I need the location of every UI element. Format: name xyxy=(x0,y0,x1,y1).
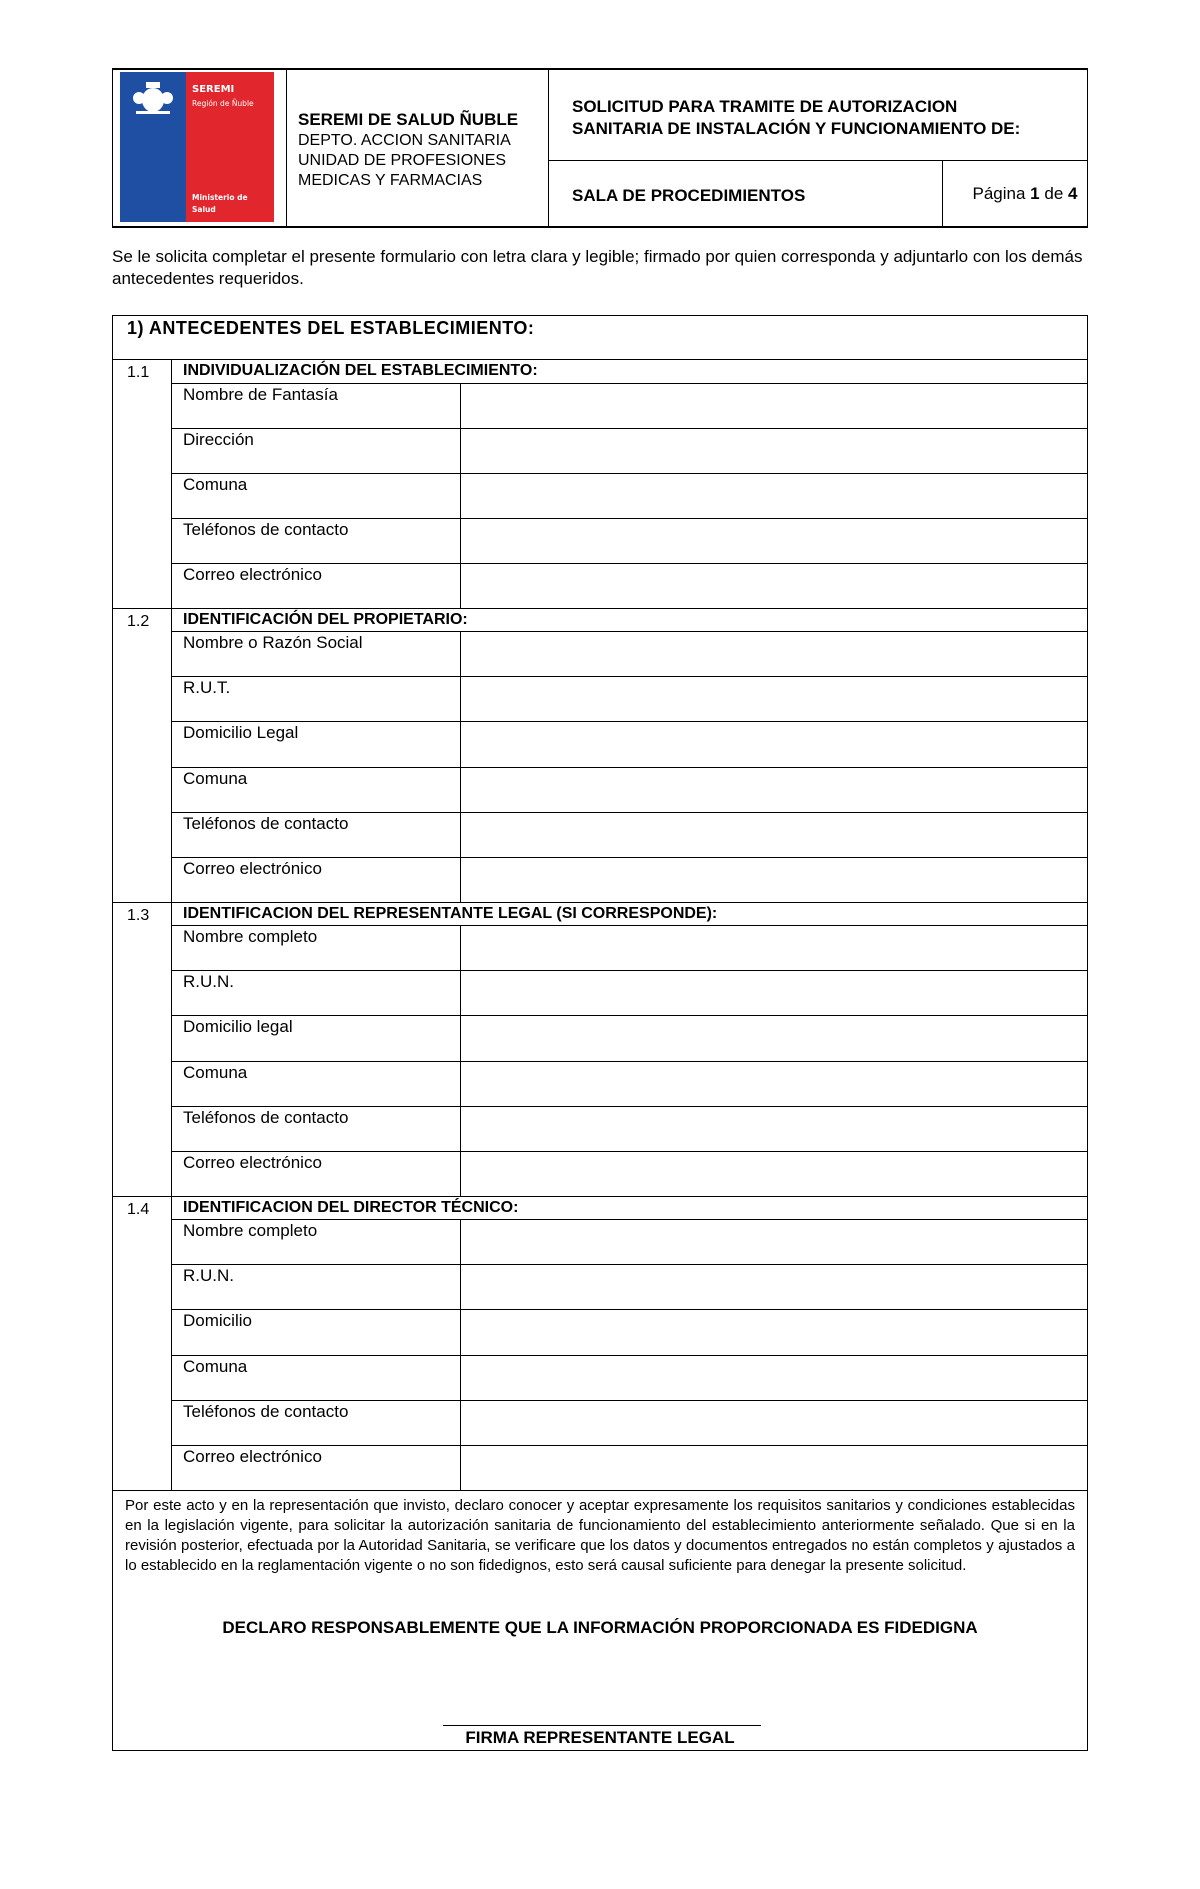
logo-region: Región de Ñuble xyxy=(192,99,254,108)
field-label: Comuna xyxy=(183,1357,248,1376)
section-title: 1) ANTECEDENTES DEL ESTABLECIMIENTO: xyxy=(127,318,535,338)
logo-ministry: Ministerio de xyxy=(192,193,248,202)
signature-label: FIRMA REPRESENTANTE LEGAL xyxy=(465,1728,735,1747)
section-heading: IDENTIFICACION DEL REPRESENTANTE LEGAL (SI CORRESPONDE): xyxy=(183,905,718,922)
document-subject: SALA DE PROCEDIMIENTOS xyxy=(572,186,806,205)
field-label: Dirección xyxy=(183,430,254,449)
organization-block xyxy=(298,110,562,191)
field-label: Teléfonos de contacto xyxy=(183,1108,349,1127)
org-line-1: DEPTO. ACCION SANITARIA xyxy=(298,132,511,149)
section-heading: IDENTIFICACIÓN DEL PROPIETARIO: xyxy=(183,611,468,628)
field-label: Correo electrónico xyxy=(183,859,322,878)
establishment-form xyxy=(112,315,1088,1751)
org-line-3: MEDICAS Y FARMACIAS xyxy=(298,172,483,189)
field-label: Correo electrónico xyxy=(183,1447,322,1466)
section-heading: INDIVIDUALIZACIÓN DEL ESTABLECIMIENTO: xyxy=(183,362,538,379)
field-label: Comuna xyxy=(183,475,248,494)
field-label: R.U.N. xyxy=(183,1266,234,1285)
field-label: R.U.T. xyxy=(183,678,231,697)
document-title: SOLICITUD PARA TRAMITE DE AUTORIZACION SANITARIA DE INSTALACIÓN Y FUNCIONAMIENTO DE: xyxy=(572,97,1021,138)
page-number: Página 1 de 4 xyxy=(972,184,1078,203)
declaration-statement: DECLARO RESPONSABLEMENTE QUE LA INFORMACIÓN PROPORCIONADA ES FIDEDIGNA xyxy=(222,1618,978,1637)
field-label: Domicilio Legal xyxy=(183,723,299,742)
seremi-logo xyxy=(120,72,274,222)
field-label: Domicilio legal xyxy=(183,1017,293,1036)
org-title: SEREMI DE SALUD ÑUBLE xyxy=(298,110,519,129)
coat-of-arms-icon xyxy=(128,78,178,118)
section-number: 1.4 xyxy=(127,1201,150,1218)
field-label: Correo electrónico xyxy=(183,1153,322,1172)
field-label: Teléfonos de contacto xyxy=(183,1402,349,1421)
field-label: Teléfonos de contacto xyxy=(183,520,349,539)
section-number: 1.3 xyxy=(127,907,150,924)
field-label: Nombre completo xyxy=(183,927,318,946)
field-label: Comuna xyxy=(183,769,248,788)
field-label: Teléfonos de contacto xyxy=(183,814,349,833)
org-line-2: UNIDAD DE PROFESIONES xyxy=(298,152,507,169)
document-header xyxy=(112,68,1088,228)
field-label: Domicilio xyxy=(183,1311,252,1330)
declaration-text: Por este acto y en la representación que invisto, declaro conocer y aceptar expresamente los requisitos sanitarios y condiciones establecidas en la legislación vigente, para solicitar la autorización sanitaria de funcionamiento del establecimiento anteriormente señalado. Que si en la revisión posterior, efectuada por la Autoridad Sanitaria, se verificare que los datos y documentos entregados no están completos y ajustados a lo establecido en la reglamentación vigente o no son fidedignos, esto será causal suficiente para denegar la presente solicitud. xyxy=(125,1497,1075,1574)
logo-health: Salud xyxy=(192,205,216,214)
field-label: Nombre o Razón Social xyxy=(183,633,363,652)
section-number: 1.1 xyxy=(127,364,150,381)
section-number: 1.2 xyxy=(127,613,150,630)
field-label: Comuna xyxy=(183,1063,248,1082)
field-label: Nombre completo xyxy=(183,1221,318,1240)
section-heading: IDENTIFICACION DEL DIRECTOR TÉCNICO: xyxy=(183,1199,519,1216)
logo-seremi: SEREMI xyxy=(192,84,235,95)
field-label: Correo electrónico xyxy=(183,565,322,584)
intro-text: Se le solicita completar el presente formulario con letra clara y legible; firmado por quien corresponda y adjuntarlo con los demás antecedentes requeridos. xyxy=(112,247,1083,288)
signature-line[interactable] xyxy=(443,1725,761,1726)
field-label: Nombre de Fantasía xyxy=(183,385,338,404)
field-label: R.U.N. xyxy=(183,972,234,991)
